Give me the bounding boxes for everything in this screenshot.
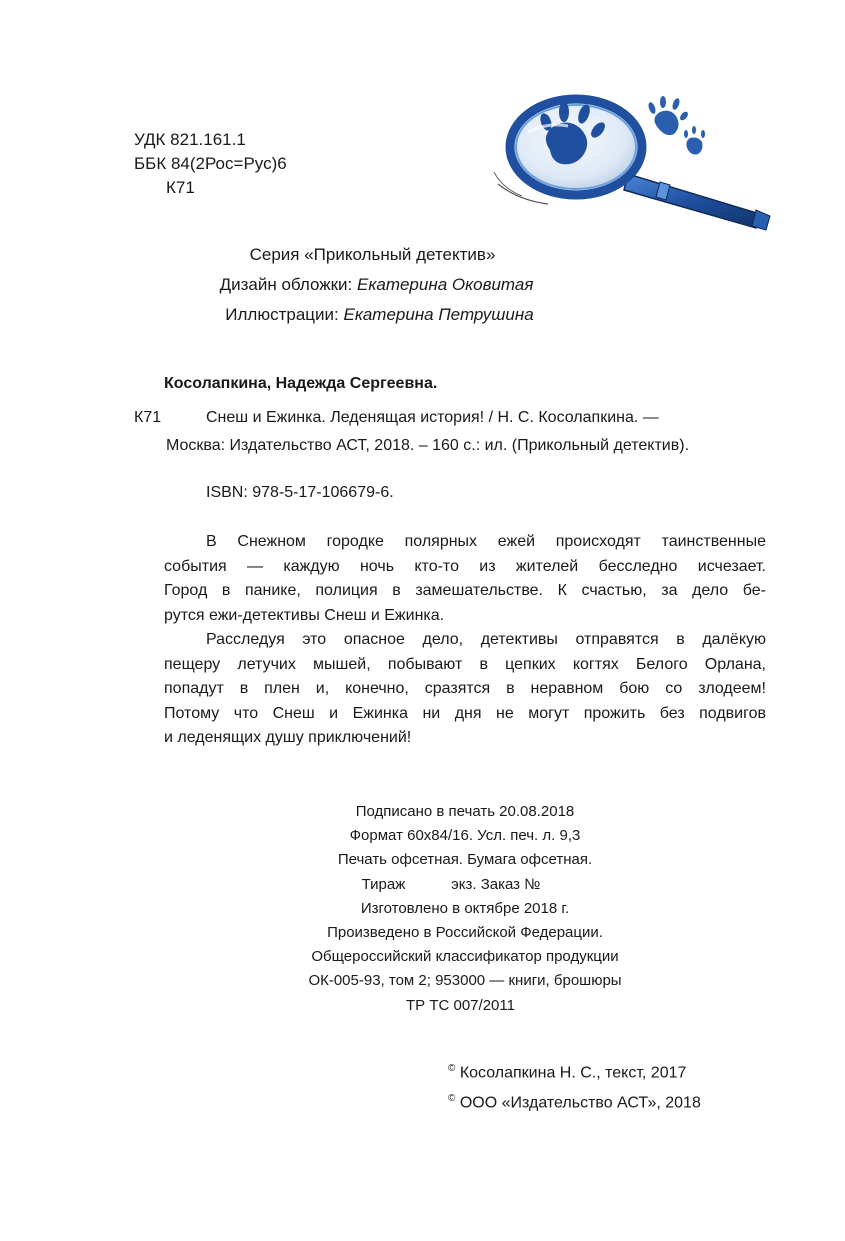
series-line: Серия «Прикольный детектив» bbox=[249, 245, 496, 264]
imprint-line: Общероссийский классификатор продукции bbox=[311, 948, 619, 966]
imprint-line: Тираж экз. Заказ № bbox=[361, 875, 541, 893]
cover-design-label: Дизайн обложки: bbox=[219, 275, 357, 294]
bbk-code: ББК 84(2Рос=Рус)6 bbox=[134, 154, 287, 173]
imprint-line: Изготовлено в октябре 2018 г. bbox=[360, 899, 570, 917]
copyright-sign: © bbox=[448, 1093, 456, 1105]
bibliographic-record bbox=[134, 404, 689, 460]
text-line: Потому что Снеш и Ежинка ни дня не могут прожить без подвигов bbox=[164, 704, 766, 722]
text-line: и леденящих душу приключений! bbox=[164, 729, 412, 746]
illustrations-label: Иллюстрации: bbox=[225, 305, 344, 324]
paw-print-icon bbox=[647, 96, 705, 155]
biblio-line-2: Москва: Издательство АСТ, 2018. – 160 с.: ил. (Прикольный детектив). bbox=[166, 437, 690, 454]
imprint-line: Произведено в Российской Федерации. bbox=[327, 924, 603, 942]
magnifying-glass-illustration bbox=[488, 92, 788, 232]
imprint-line: Формат 60x84/16. Усл. печ. л. 9,3 bbox=[349, 827, 581, 845]
illustrator-name: Екатерина Петрушина bbox=[343, 305, 534, 324]
copyright-block bbox=[448, 1056, 701, 1117]
text-line: рутся ежи-детективы Снеш и Ежинка. bbox=[164, 606, 445, 624]
record-mark: К71 bbox=[134, 409, 162, 426]
copyright-text: ООО «Издательство АСТ», 2018 bbox=[459, 1094, 701, 1112]
copyright-line-1 bbox=[448, 1056, 701, 1086]
title-line: Снеш и Ежинка. Леденящая история! / Н. С. Косолапкина. — bbox=[206, 409, 659, 426]
text-line: Город в панике, полиция в замешательстве. К счастью, за дело бе- bbox=[164, 582, 766, 599]
credits-block bbox=[0, 240, 745, 330]
imprint-line: Подписано в печать 20.08.2018 bbox=[355, 803, 575, 820]
imprint-block bbox=[255, 800, 675, 1018]
cover-design-line bbox=[0, 270, 745, 300]
illustrations-line bbox=[0, 300, 745, 330]
annotation bbox=[164, 530, 766, 751]
text-line: попадут в плен и, конечно, сразятся в неравном бою со злодеем! bbox=[164, 680, 766, 697]
cover-designer-name: Екатерина Оковитая bbox=[357, 275, 534, 294]
biblio-line-1 bbox=[134, 404, 689, 432]
copyright-sign: © bbox=[448, 1063, 456, 1074]
isbn: ISBN: 978-5-17-106679-6. bbox=[206, 484, 394, 501]
text-line: пещеру летучих мышей, побывают в цепких когтях Белого Орлана, bbox=[164, 655, 766, 673]
udk-code: УДК 821.161.1 bbox=[134, 130, 246, 149]
imprint-line: ОК-005-93, том 2; 953000 — книги, брошюры bbox=[308, 972, 622, 990]
author-mark: К71 bbox=[166, 178, 195, 197]
text-line: В Снежном городке полярных ежей происходят таинственные bbox=[206, 533, 766, 550]
imprint-line: Печать офсетная. Бумага офсетная. bbox=[337, 851, 593, 869]
lens-icon bbox=[510, 99, 642, 195]
copyright-text: Косолапкина Н. С., текст, 2017 bbox=[459, 1064, 687, 1082]
handle-icon bbox=[624, 174, 770, 230]
text-line: Расследуя это опасное дело, детективы отправятся в далёкую bbox=[206, 631, 766, 648]
copyright-line-2 bbox=[448, 1086, 701, 1116]
imprint-line: ТР ТС 007/2011 bbox=[406, 996, 515, 1014]
annotation-paragraph-2 bbox=[164, 628, 766, 751]
annotation-paragraph-1 bbox=[164, 530, 766, 628]
classification-codes bbox=[134, 128, 287, 200]
author-heading: Косолапкина, Надежда Сергеевна. bbox=[164, 375, 438, 392]
text-line: события — каждую ночь кто-то из жителей бесследно исчезает. bbox=[164, 557, 766, 575]
